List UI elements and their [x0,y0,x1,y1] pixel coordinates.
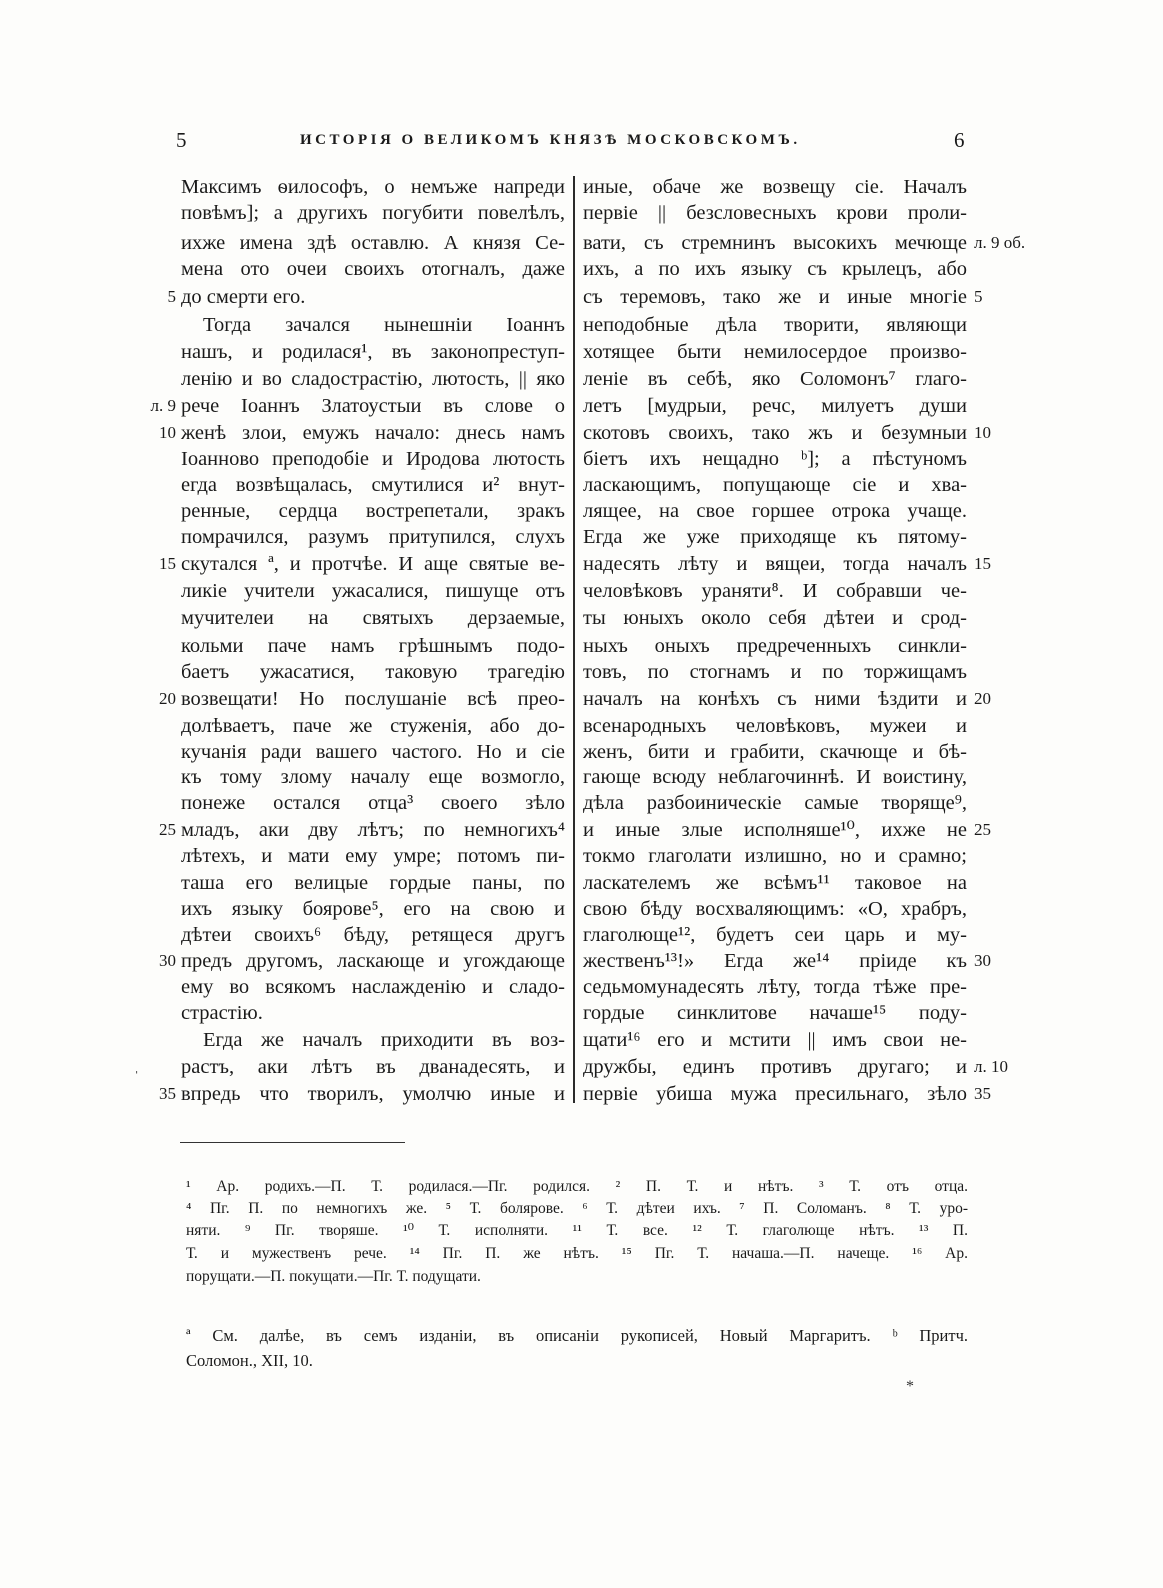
folio-marker: л. 9 об. [974,233,1026,252]
text-line: предъ другомъ, ласкающе и угождающе [181,950,565,972]
text-line: ласкающимъ, попущающе сiе и хва- [583,474,967,496]
text-line: ихже имена здѣ оставлю. А князя Се- [181,232,565,254]
text-line: лѣтехъ, и мати ему умре; потомъ пи- [181,845,565,867]
line-number: 15 [974,554,991,573]
line-number: 35 [159,1084,176,1103]
text-line: человѣковъ ураняти⁸. И собравши че- [583,580,967,602]
text-line: ныхъ оныхъ предреченныхъ синкли- [583,635,967,657]
text-line: понеже остался отца³ своего зѣло [181,792,565,814]
footnote-line: няти. ⁹ Пг. творяше. ¹⁰ Т. исполняти. ¹¹ Т. все. ¹² Т. глаголюще нѣтъ. ¹³ П. [186,1222,968,1239]
text-line: младъ, аки дву лѣтъ; по немногихъ⁴ [181,819,565,841]
text-line: женъ, бити и грабити, скачюще и бѣ- [583,741,967,763]
text-line: ты юныхъ около себя дѣтеи и срод- [583,607,967,629]
line-number: 30 [974,951,991,970]
text-line: нашъ, и родилася¹, въ законопреступ- [181,341,565,363]
text-line: ихъ, а по ихъ языку съ крылецъ, або [583,258,967,280]
text-line: бiетъ ихъ нещадно ᵇ]; а пѣстуномъ [583,448,967,470]
scan-speck: * [906,1378,914,1395]
text-line: страстiю. [181,1002,263,1024]
folio-marker: л. 9 [150,396,176,415]
text-line: впредь что творилъ, умолчю иные и [181,1083,565,1105]
running-title: ИСТОРІЯ О ВЕЛИКОМЪ КНЯЗѢ МОСКОВСКОМЪ. [300,132,801,148]
text-line: иные, обаче же возвещу сiе. Началъ [583,176,967,198]
line-number: 25 [159,820,176,839]
text-line: первiе убиша мужа пресильнаго, зѣло [583,1083,967,1105]
column-divider [573,176,575,1103]
page-number-right: 6 [954,128,965,152]
text-line: егда возвѣщалась, смутилися и² внут- [181,474,565,496]
scan-speck: ˌ [134,1057,140,1074]
text-line: скутался ª, и протчѣе. И аще святые ве- [181,553,565,575]
text-line: Егда же уже приходяще къ пятому- [583,526,967,548]
text-line: ленiю и во сладострастiю, лютость, || яко [181,368,565,390]
page-number-left: 5 [176,128,187,152]
text-line: свою бѣду восхваляющимъ: «О, храбръ, [583,898,967,920]
text-line: ласкателемъ же всѣмъ¹¹ таковое на [583,872,967,894]
text-line: дружбы, единъ противъ другаго; и [583,1056,967,1078]
note-line: ª См. далѣе, въ семъ изданiи, въ описанiи рукописей, Новый Маргаритъ. ᵇ Притч. [186,1326,968,1345]
text-line: возвещати! Но послушанiе всѣ прео- [181,688,565,710]
text-line: дѣла разбоиническiе самые творяще⁹, [583,792,967,814]
text-line: ликiе учители ужасалися, пишуще отъ [181,580,565,602]
line-number: 5 [167,287,176,306]
text-line: кольми паче намъ грѣшнымъ подо- [181,635,565,657]
text-line: хотящее быти немилосердое произво- [583,341,967,363]
text-line: вати, съ стремнинъ высокихъ мечюще [583,232,967,254]
line-number: 25 [974,820,991,839]
text-line: началъ на конѣхъ съ ними ѣздити и [583,688,967,710]
footnote-rule [180,1142,405,1143]
folio-marker: л. 10 [974,1057,1008,1076]
footnote-line: порущати.—П. покущати.—Пг. Т. подущати. [186,1268,481,1285]
text-line: щати¹⁶ его и мстити || имъ свои не- [583,1029,967,1051]
text-line: первiе || безсловесныхъ крови проли- [583,202,967,224]
text-line: мена ото очеи своихъ отогналъ, даже [181,258,565,280]
line-number: 10 [974,423,991,442]
text-line: долѣваетъ, паче же стуженiя, або до- [181,715,565,737]
text-line: женѣ злои, емужъ начало: днесь намъ [181,422,565,444]
line-number: 10 [159,423,176,442]
line-number: 20 [159,689,176,708]
text-line: скотовъ своихъ, тако жъ и безумныи [583,422,967,444]
note-line: Соломон., XII, 10. [186,1351,313,1370]
text-line: помрачился, разумъ притупился, слухъ [181,526,565,548]
text-line: повѣмъ]; а другихъ погубити повелѣлъ, [181,202,565,224]
text-line: дѣтеи своихъ⁶ бѣду, ретящеся другъ [181,924,565,946]
text-line: къ тому злому началу еще возмогло, [181,766,565,788]
line-number: 20 [974,689,991,708]
text-line: Егда же началъ приходити въ воз- [203,1029,565,1051]
line-number: 5 [974,287,983,306]
text-line: растъ, аки лѣтъ въ дванадесять, и [181,1056,565,1078]
text-line: седьмомунадесять лѣту, тогда тѣже пре- [583,976,967,998]
text-line: токмо глаголати излишно, но и срамно; [583,845,967,867]
text-line: Максимъ ѳилософъ, о немъже напреди [181,176,565,198]
text-line: летъ [мудрыи, речс, милуетъ души [583,395,967,417]
text-line: и иные злые исполняше¹⁰, ихже не [583,819,967,841]
text-line: всенародныхъ человѣковъ, мужеи и [583,715,967,737]
line-number: 35 [974,1084,991,1103]
line-number: 30 [159,951,176,970]
text-line: баетъ ужасатися, таковую трагедiю [181,661,565,683]
text-line: ему во всякомъ наслажденiю и сладо- [181,976,565,998]
footnote-line: Т. и мужественъ рече. ¹⁴ Пг. П. же нѣтъ. ¹⁵ Пг. Т. начаша.—П. начеще. ¹⁶ Ар. [186,1245,968,1262]
text-line: товъ, по стогнамъ и по торжищамъ [583,661,967,683]
text-line: мучителеи на святыхъ дерзаемые, [181,607,565,629]
text-line: глаголюще¹², будетъ сеи царь и му- [583,924,967,946]
text-line: ренные, сердца вострепетали, зракъ [181,500,565,522]
text-line: неподобные дѣла творити, являющи [583,314,967,336]
text-line: съ теремовъ, тако же и иные многiе [583,286,967,308]
text-line: надесять лѣту и вящеи, тогда началъ [583,553,967,575]
text-line: Iоанново преподобie и Иродова лютость [181,448,565,470]
text-line: до смерти его. [181,286,306,308]
text-line: жественъ¹³!» Егда же¹⁴ прiиде къ [583,950,967,972]
text-line: рече Iоаннъ Златоустыи въ слове о [181,395,565,417]
text-line: лящее, на свое горшее отрока учаще. [583,500,967,522]
footnote-line: ¹ Ар. родихъ.—П. Т. родилася.—Пг. родился. ² П. Т. и нѣтъ. ³ Т. отъ отца. [186,1178,968,1195]
text-line: кучанiя ради вашего частого. Но и сiе [181,741,565,763]
footnote-line: ⁴ Пг. П. по немногихъ же. ⁵ Т. болярове. ⁶ Т. дѣтеи ихъ. ⁷ П. Соломанъ. ⁸ Т. уро- [186,1200,968,1217]
text-line: ленiе въ себѣ, яко Соломонъ⁷ глаго- [583,368,967,390]
text-line: таша его велицые гордые паны, по [181,872,565,894]
text-line: Тогда зачался нынешнiи Iоаннъ [203,314,565,336]
text-line: гордые синклитове начаше¹⁵ поду- [583,1002,967,1024]
text-line: ихъ языку боярове⁵, его на свою и [181,898,565,920]
text-line: гающе всюду неблагочиннѣ. И воистину, [583,766,967,788]
line-number: 15 [159,554,176,573]
